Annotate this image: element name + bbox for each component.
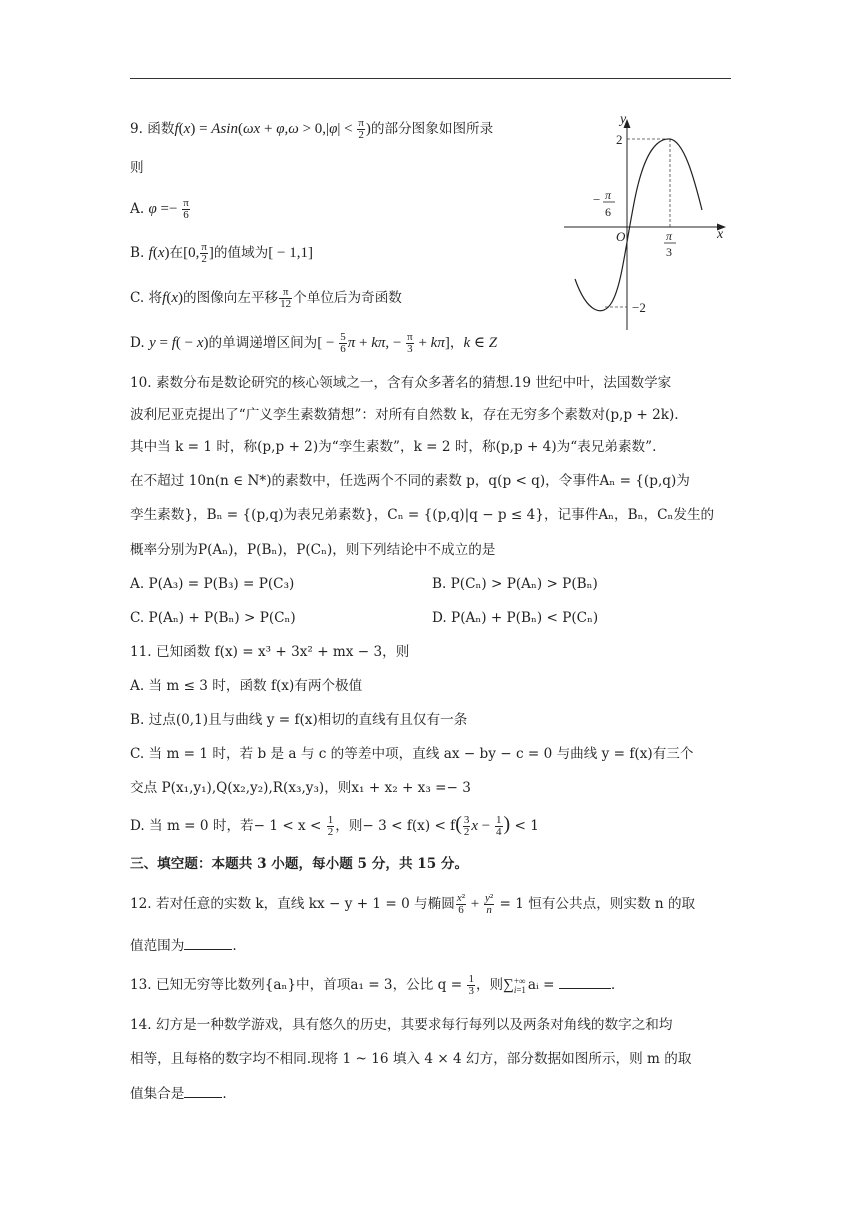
q9-stem-line2: 则 bbox=[130, 160, 144, 176]
y-max-label: 2 bbox=[616, 132, 623, 147]
q13-answer-blank[interactable] bbox=[559, 974, 611, 989]
q10-option-b: B. P(Cₙ) > P(Aₙ) > P(Bₙ) bbox=[432, 576, 598, 592]
q11-option-c1: C. 当 m = 1 时，若 b 是 a 与 c 的等差中项，直线 ax − by − c = 0 与曲线 y = f(x)有三个 bbox=[130, 746, 694, 762]
x-tick-right-den: 3 bbox=[666, 245, 672, 259]
q11-option-d: D. 当 m = 0 时，若− 1 < x < $\frac{1}{2}$ ，则− 3 < f(x) < f( $\frac{3}{2}$ x − $\frac{1}{4}$ ) < 1 bbox=[130, 813, 539, 838]
sine-graph bbox=[560, 108, 736, 332]
q11-option-c2: 交点 P(x₁,y₁),Q(x₂,y₂),R(x₃,y₃)，则x₁ + x₂ + x₃ =− 3 bbox=[130, 780, 471, 796]
q13-line: 13. 已知无穷等比数列{aₙ}中，首项a₁ = 3，公比 q = $\frac{1}{3}$ ，则∑ +∞ i=1 aᵢ = . bbox=[130, 973, 616, 997]
sine-curve bbox=[575, 139, 702, 311]
x-tick-left-den: 6 bbox=[605, 205, 611, 219]
x-tick-left-minus: − bbox=[593, 192, 601, 207]
x-tick-left-num: π bbox=[605, 188, 612, 202]
q10-option-a: A. P(A₃) = P(B₃) = P(C₃) bbox=[130, 576, 295, 592]
x-tick-right-num: π bbox=[666, 229, 673, 243]
q10-line4: 在不超过 10n(n ∈ N*)的素数中，任选两个不同的素数 p，q(p < q)，令事件Aₙ = {(p,q)为 bbox=[130, 473, 690, 489]
origin-label: O bbox=[616, 229, 626, 244]
x-axis-label: x bbox=[717, 227, 724, 242]
q11-option-b: B. 过点(0,1)且与曲线 y = f(x)相切的直线有且仅有一条 bbox=[130, 712, 468, 728]
q12-line2: 值范围为 . bbox=[130, 935, 237, 956]
q14-line1: 14. 幻方是一种数学游戏，具有悠久的历史，其要求每行每列以及两条对角线的数字之和均 bbox=[130, 1017, 673, 1033]
q14-line3: 值集合是 . bbox=[130, 1083, 227, 1104]
q10-line1: 10. 素数分布是数论研究的核心领域之一，含有众多著名的猜想.19 世纪中叶，法国数学家 bbox=[130, 375, 672, 391]
section-3-heading: 三、填空题：本题共 3 小题，每小题 5 分，共 15 分。 bbox=[130, 856, 469, 872]
q9-option-b: B. f(x)在[0, $\frac{\pi}{2}$ ]的值域为[ − 1,1] bbox=[130, 241, 313, 265]
q14-answer-blank[interactable] bbox=[184, 1083, 222, 1098]
q12-answer-blank[interactable] bbox=[184, 935, 232, 950]
q10-line3: 其中当 k = 1 时，称(p,p + 2)为“孪生素数”，k = 2 时，称(p,p + 4)为“表兄弟素数”. bbox=[130, 439, 657, 455]
q10-line6: 概率分别为P(Aₙ)，P(Bₙ)，P(Cₙ)，则下列结论中不成立的是 bbox=[130, 542, 496, 558]
q10-line5: 孪生素数}，Bₙ = {(p,q)为表兄弟素数}，Cₙ = {(p,q)|q − p ≤ 4}，记事件Aₙ，Bₙ，Cₙ发生的 bbox=[130, 507, 715, 523]
q11-option-a: A. 当 m ≤ 3 时，函数 f(x)有两个极值 bbox=[130, 678, 363, 694]
y-min-label: −2 bbox=[632, 300, 646, 315]
q9-option-d: D. y = f( − x)的单调递增区间为[ − $\frac{5}{6}$ π + kπ, − $\frac{\pi}{3}$ + kπ]，k ∈ Z bbox=[130, 331, 498, 355]
q14-line2: 相等，且每格的数字均不相同.现将 1 ~ 16 填入 4 × 4 幻方，部分数据如图所示，则 m 的取 bbox=[130, 1051, 692, 1067]
q10-option-d: D. P(Aₙ) + P(Bₙ) < P(Cₙ) bbox=[432, 610, 599, 626]
q10-option-c: C. P(Aₙ) + P(Bₙ) > P(Cₙ) bbox=[130, 610, 296, 626]
q9-option-a: A. φ =− $\frac{\pi}{6}$ bbox=[130, 197, 189, 221]
q9-stem: 9. 函数f(x) = Asin(ωx + φ,ω > 0,|φ| < $\frac{\pi}{2}$ )的部分图象如图所录 bbox=[130, 117, 494, 141]
q10-line2: 波利尼亚克提出了“广义孪生素数猜想”：对所有自然数 k，存在无穷多个素数对(p,p + 2k). bbox=[130, 407, 679, 423]
q12-line1: 12. 若对任意的实数 k，直线 kx − y + 1 = 0 与椭圆 $\frac{\text{x²}}{6}$ + $\frac{\text{y²}}{n}$ = 1 恒有公共点，则实数 n 的取 bbox=[130, 892, 696, 916]
q9-option-c: C. 将f(x)的图像向左平移 $\frac{\pi}{12}$ 个单位后为奇函数 bbox=[130, 286, 402, 310]
header-rule bbox=[130, 78, 731, 79]
q11-stem: 11. 已知函数 f(x) = x³ + 3x² + mx − 3，则 bbox=[130, 644, 410, 660]
y-axis-label: y bbox=[620, 112, 627, 127]
